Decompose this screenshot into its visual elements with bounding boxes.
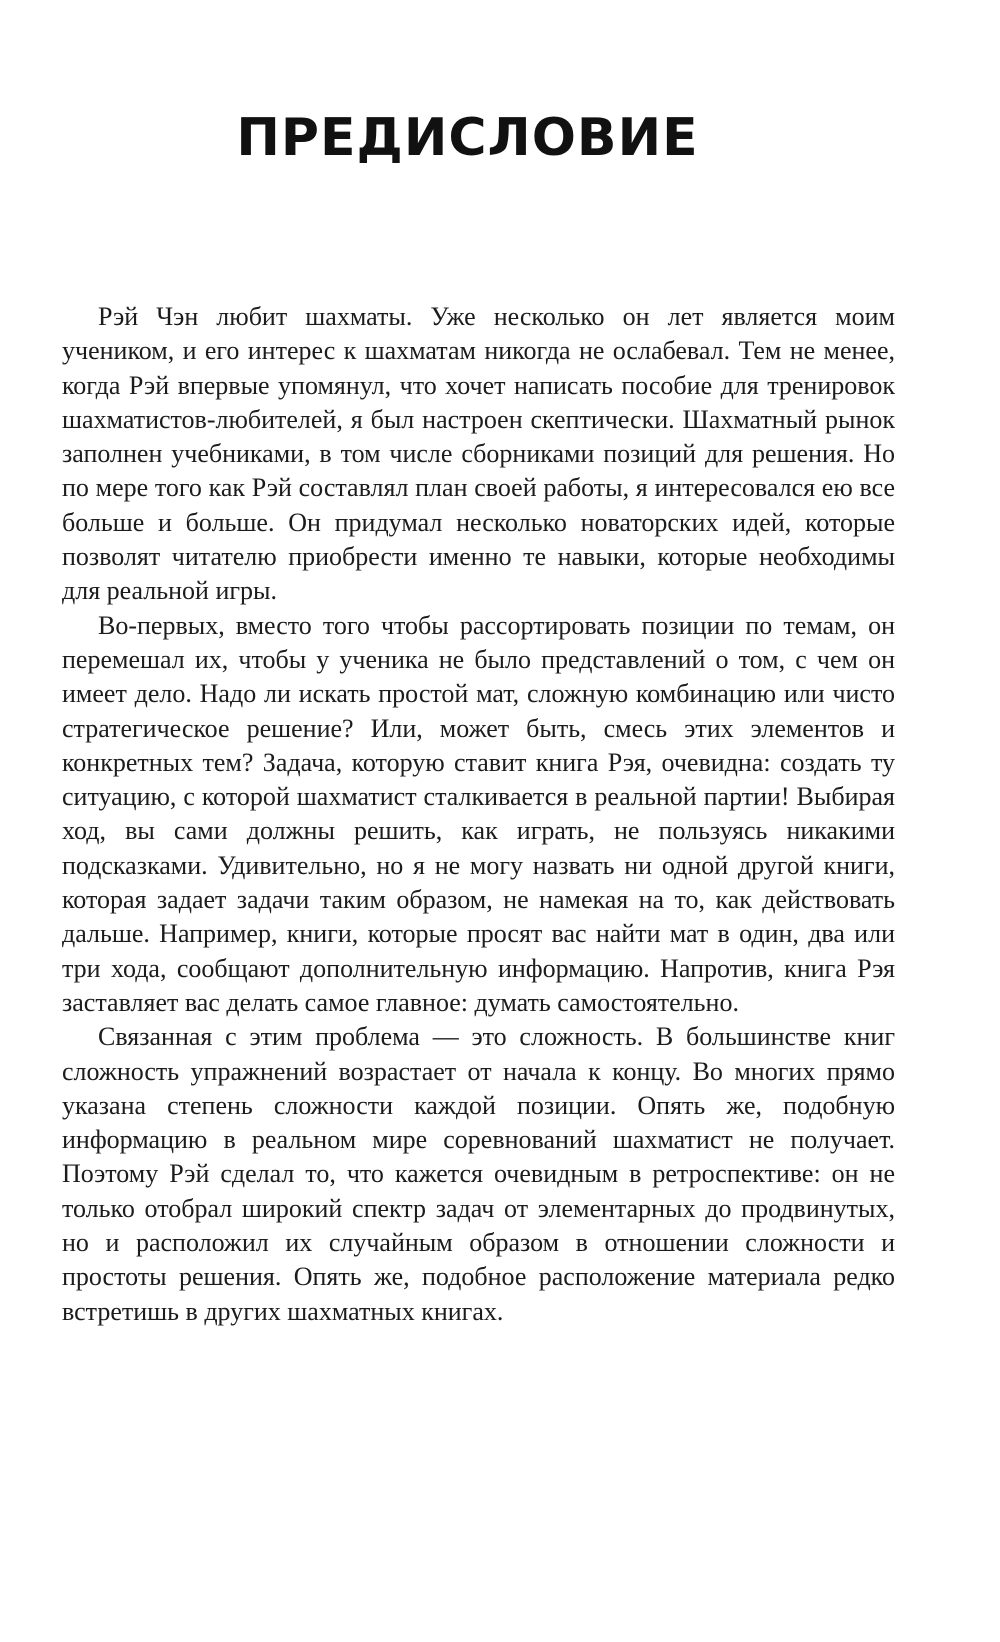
chapter-title: ПРЕДИСЛОВИЕ — [236, 108, 699, 168]
body-text — [62, 300, 895, 1329]
paragraph-3: Связанная с этим проблема — это сложность. В большинстве книг сложность упражнений возрастает от начала к концу. Во многих прямо указана степень сложности каждой позиции. Опять же, подобную информацию в реальном мире соревнований шахматист не получает. Поэтому Рэй сделал то, что кажется очевидным в ретроспективе: он не только отобрал широкий спектр задач от элементарных до продвинутых, но и расположил их случайным образом в отношении сложности и простоты решения. Опять же, подобное расположение материала редко встретишь в других шахматных книгах. — [62, 1022, 895, 1326]
paragraph-2: Во-первых, вместо того чтобы рассортировать позиции по темам, он перемешал их, чтобы у ученика не было представлений о том, с чем он имеет дело. Надо ли искать простой мат, сложную комбинацию или чисто стратегическое решение? Или, может быть, смесь этих элементов и конкретных тем? Задача, которую ставит книга Рэя, очевидна: создать ту ситуацию, с которой шахматист сталкивается в реальной партии! Выбирая ход, вы сами должны решить, как играть, не пользуясь никакими подсказками. Удивительно, но я не могу назвать ни одной другой книги, которая задает задачи таким образом, не намекая на то, как действовать дальше. Например, книги, которые просят вас найти мат в один, два или три хода, сообщают дополнительную информацию. Напротив, книга Рэя заставляет вас делать самое главное: думать самостоятельно. — [62, 610, 895, 1017]
paragraph-1: Рэй Чэн любит шахматы. Уже несколько он лет является моим учеником, и его интерес к шахматам никогда не ослабевал. Тем не менее, когда Рэй впервые упомянул, что хочет написать пособие для тренировок шахматистов-любителей, я был настроен скептически. Шахматный рынок заполнен учебниками, в том числе сборниками позиций для решения. Но по мере того как Рэй составлял план своей работы, я интересовался ею все больше и больше. Он придумал несколько новаторских идей, которые позволят читателю приобрести именно те навыки, которые необходимы для реальной игры. — [62, 302, 895, 606]
